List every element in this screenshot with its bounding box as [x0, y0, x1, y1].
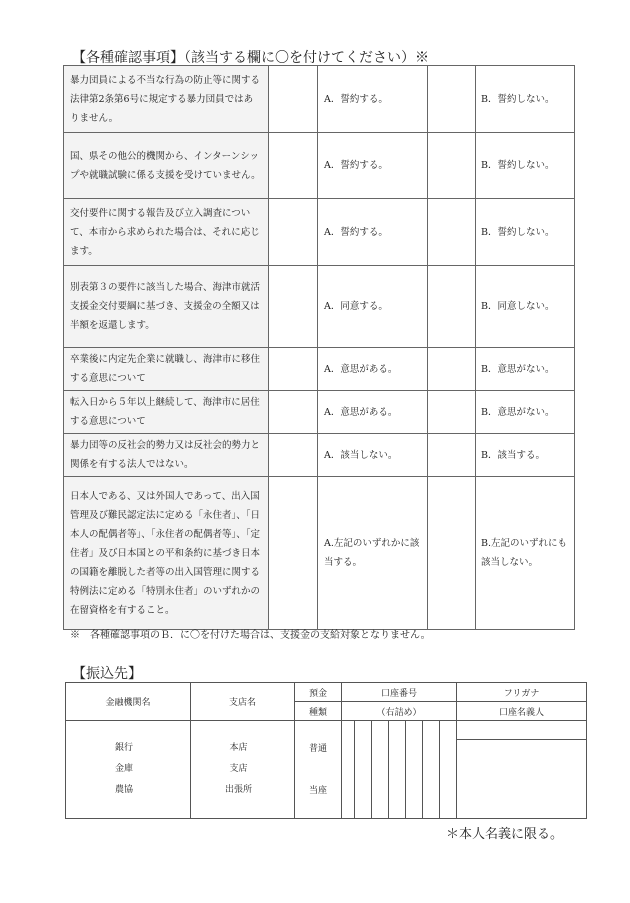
- account-digit[interactable]: [406, 721, 423, 819]
- option-b: B．意思がない。: [476, 391, 575, 434]
- option-a: A．同意する。: [318, 266, 428, 348]
- confirmation-row: [64, 348, 575, 391]
- institution-cell[interactable]: [66, 721, 191, 819]
- option-a: A．意思がある。: [318, 391, 428, 434]
- confirmation-question: 暴力団員による不当な行為の防止等に関する法律第2条第6号に規定する暴力団員ではありません。: [64, 66, 269, 133]
- option-b: B．誓約しない。: [476, 199, 575, 266]
- account-digit[interactable]: [440, 721, 457, 819]
- confirmation-row: [64, 434, 575, 477]
- inst-nokyo: 農協: [114, 785, 133, 795]
- select-a-cell[interactable]: [269, 66, 318, 133]
- confirmation-question: 卒業後に内定先企業に就職し、海津市に移住する意思について: [64, 348, 269, 391]
- select-a-cell[interactable]: [269, 348, 318, 391]
- select-a-cell[interactable]: [269, 434, 318, 477]
- option-b: B．該当する。: [476, 434, 575, 477]
- confirmation-row: [64, 133, 575, 199]
- account-number-header: 口座番号: [342, 683, 457, 702]
- option-a: A．該当しない。: [318, 434, 428, 477]
- confirmation-question: 日本人である、又は外国人であって、出入国管理及び難民認定法に定める「永住者」、「日本人の配偶者等」、「永住者の配偶者等」、「定住者」及び日本国との平和条約に基づき日本の国籍を離脱した者等の出入国管理に関する特例法に定める「特別永住者」のいずれかの在留資格を有すること。: [64, 477, 269, 630]
- confirmation-row: [64, 199, 575, 266]
- bank-heading: 【振込先】: [72, 666, 142, 682]
- select-b-cell[interactable]: [428, 199, 476, 266]
- select-b-cell[interactable]: [428, 348, 476, 391]
- select-b-cell[interactable]: [428, 266, 476, 348]
- confirmation-row: [64, 66, 575, 133]
- account-digit[interactable]: [342, 721, 355, 819]
- select-a-cell[interactable]: [269, 133, 318, 199]
- branch-sub: 出張所: [224, 785, 252, 795]
- confirmation-heading: 【各種確認事項】（該当する欄に〇を付けてください）※: [72, 50, 429, 66]
- inst-bank: 銀行: [114, 743, 133, 753]
- deposit-type-header-2: 種類: [295, 702, 342, 721]
- select-a-cell[interactable]: [269, 477, 318, 630]
- confirmation-question: 国、県その他公的機関から、インターンシップや就職試験に係る支援を受けていません。: [64, 133, 269, 199]
- option-b: B．意思がない。: [476, 348, 575, 391]
- inst-shinkin: 金庫: [114, 764, 133, 774]
- account-digit[interactable]: [355, 721, 372, 819]
- confirmation-table: [63, 65, 575, 630]
- select-b-cell[interactable]: [428, 66, 476, 133]
- type-ordinary: 普通: [308, 743, 327, 754]
- bank-table: [65, 682, 587, 819]
- option-a: A．意思がある。: [318, 348, 428, 391]
- branch-branch: 支店: [229, 764, 248, 774]
- institution-header: 金融機関名: [66, 683, 191, 721]
- type-current: 当座: [308, 785, 327, 796]
- select-b-cell[interactable]: [428, 391, 476, 434]
- deposit-type-cell[interactable]: [295, 721, 342, 819]
- account-holder-input[interactable]: [457, 740, 587, 819]
- select-b-cell[interactable]: [428, 477, 476, 630]
- option-a: A.左記のいずれかに該当する。: [318, 477, 428, 630]
- branch-main: 本店: [229, 743, 248, 753]
- confirmation-note: ※ 各種確認事項のＢ．に〇を付けた場合は、支援金の支給対象となりません。: [70, 630, 431, 641]
- option-b: B.左記のいずれにも該当しない。: [476, 477, 575, 630]
- confirmation-row: [64, 391, 575, 434]
- confirmation-row: [64, 266, 575, 348]
- furigana-input[interactable]: [457, 721, 587, 740]
- account-digit[interactable]: [423, 721, 440, 819]
- deposit-type-header: 預金: [295, 683, 342, 702]
- select-a-cell[interactable]: [269, 199, 318, 266]
- option-a: A．誓約する。: [318, 66, 428, 133]
- account-number-note: （右詰め）: [342, 702, 457, 721]
- select-a-cell[interactable]: [269, 391, 318, 434]
- branch-cell[interactable]: [191, 721, 295, 819]
- name-restriction-note: ＊本人名義に限る。: [446, 827, 564, 842]
- select-b-cell[interactable]: [428, 434, 476, 477]
- furigana-header: フリガナ: [457, 683, 587, 702]
- confirmation-question: 暴力団等の反社会的勢力又は反社会的勢力と関係を有する法人ではない。: [64, 434, 269, 477]
- confirmation-row: [64, 477, 575, 630]
- branch-header: 支店名: [191, 683, 295, 721]
- account-digit[interactable]: [372, 721, 389, 819]
- account-digit[interactable]: [389, 721, 406, 819]
- select-b-cell[interactable]: [428, 133, 476, 199]
- option-b: B．誓約しない。: [476, 133, 575, 199]
- option-a: A．誓約する。: [318, 133, 428, 199]
- confirmation-question: 交付要件に関する報告及び立入調査について、本市から求められた場合は、それに応じます。: [64, 199, 269, 266]
- option-a: A．誓約する。: [318, 199, 428, 266]
- account-holder-header: 口座名義人: [457, 702, 587, 721]
- option-b: B．同意しない。: [476, 266, 575, 348]
- confirmation-question: 転入日から５年以上継続して、海津市に居住する意思について: [64, 391, 269, 434]
- option-b: B．誓約しない。: [476, 66, 575, 133]
- select-a-cell[interactable]: [269, 266, 318, 348]
- confirmation-question: 別表第３の要件に該当した場合、海津市就活支援金交付要綱に基づき、支援金の全額又は半額を返還します。: [64, 266, 269, 348]
